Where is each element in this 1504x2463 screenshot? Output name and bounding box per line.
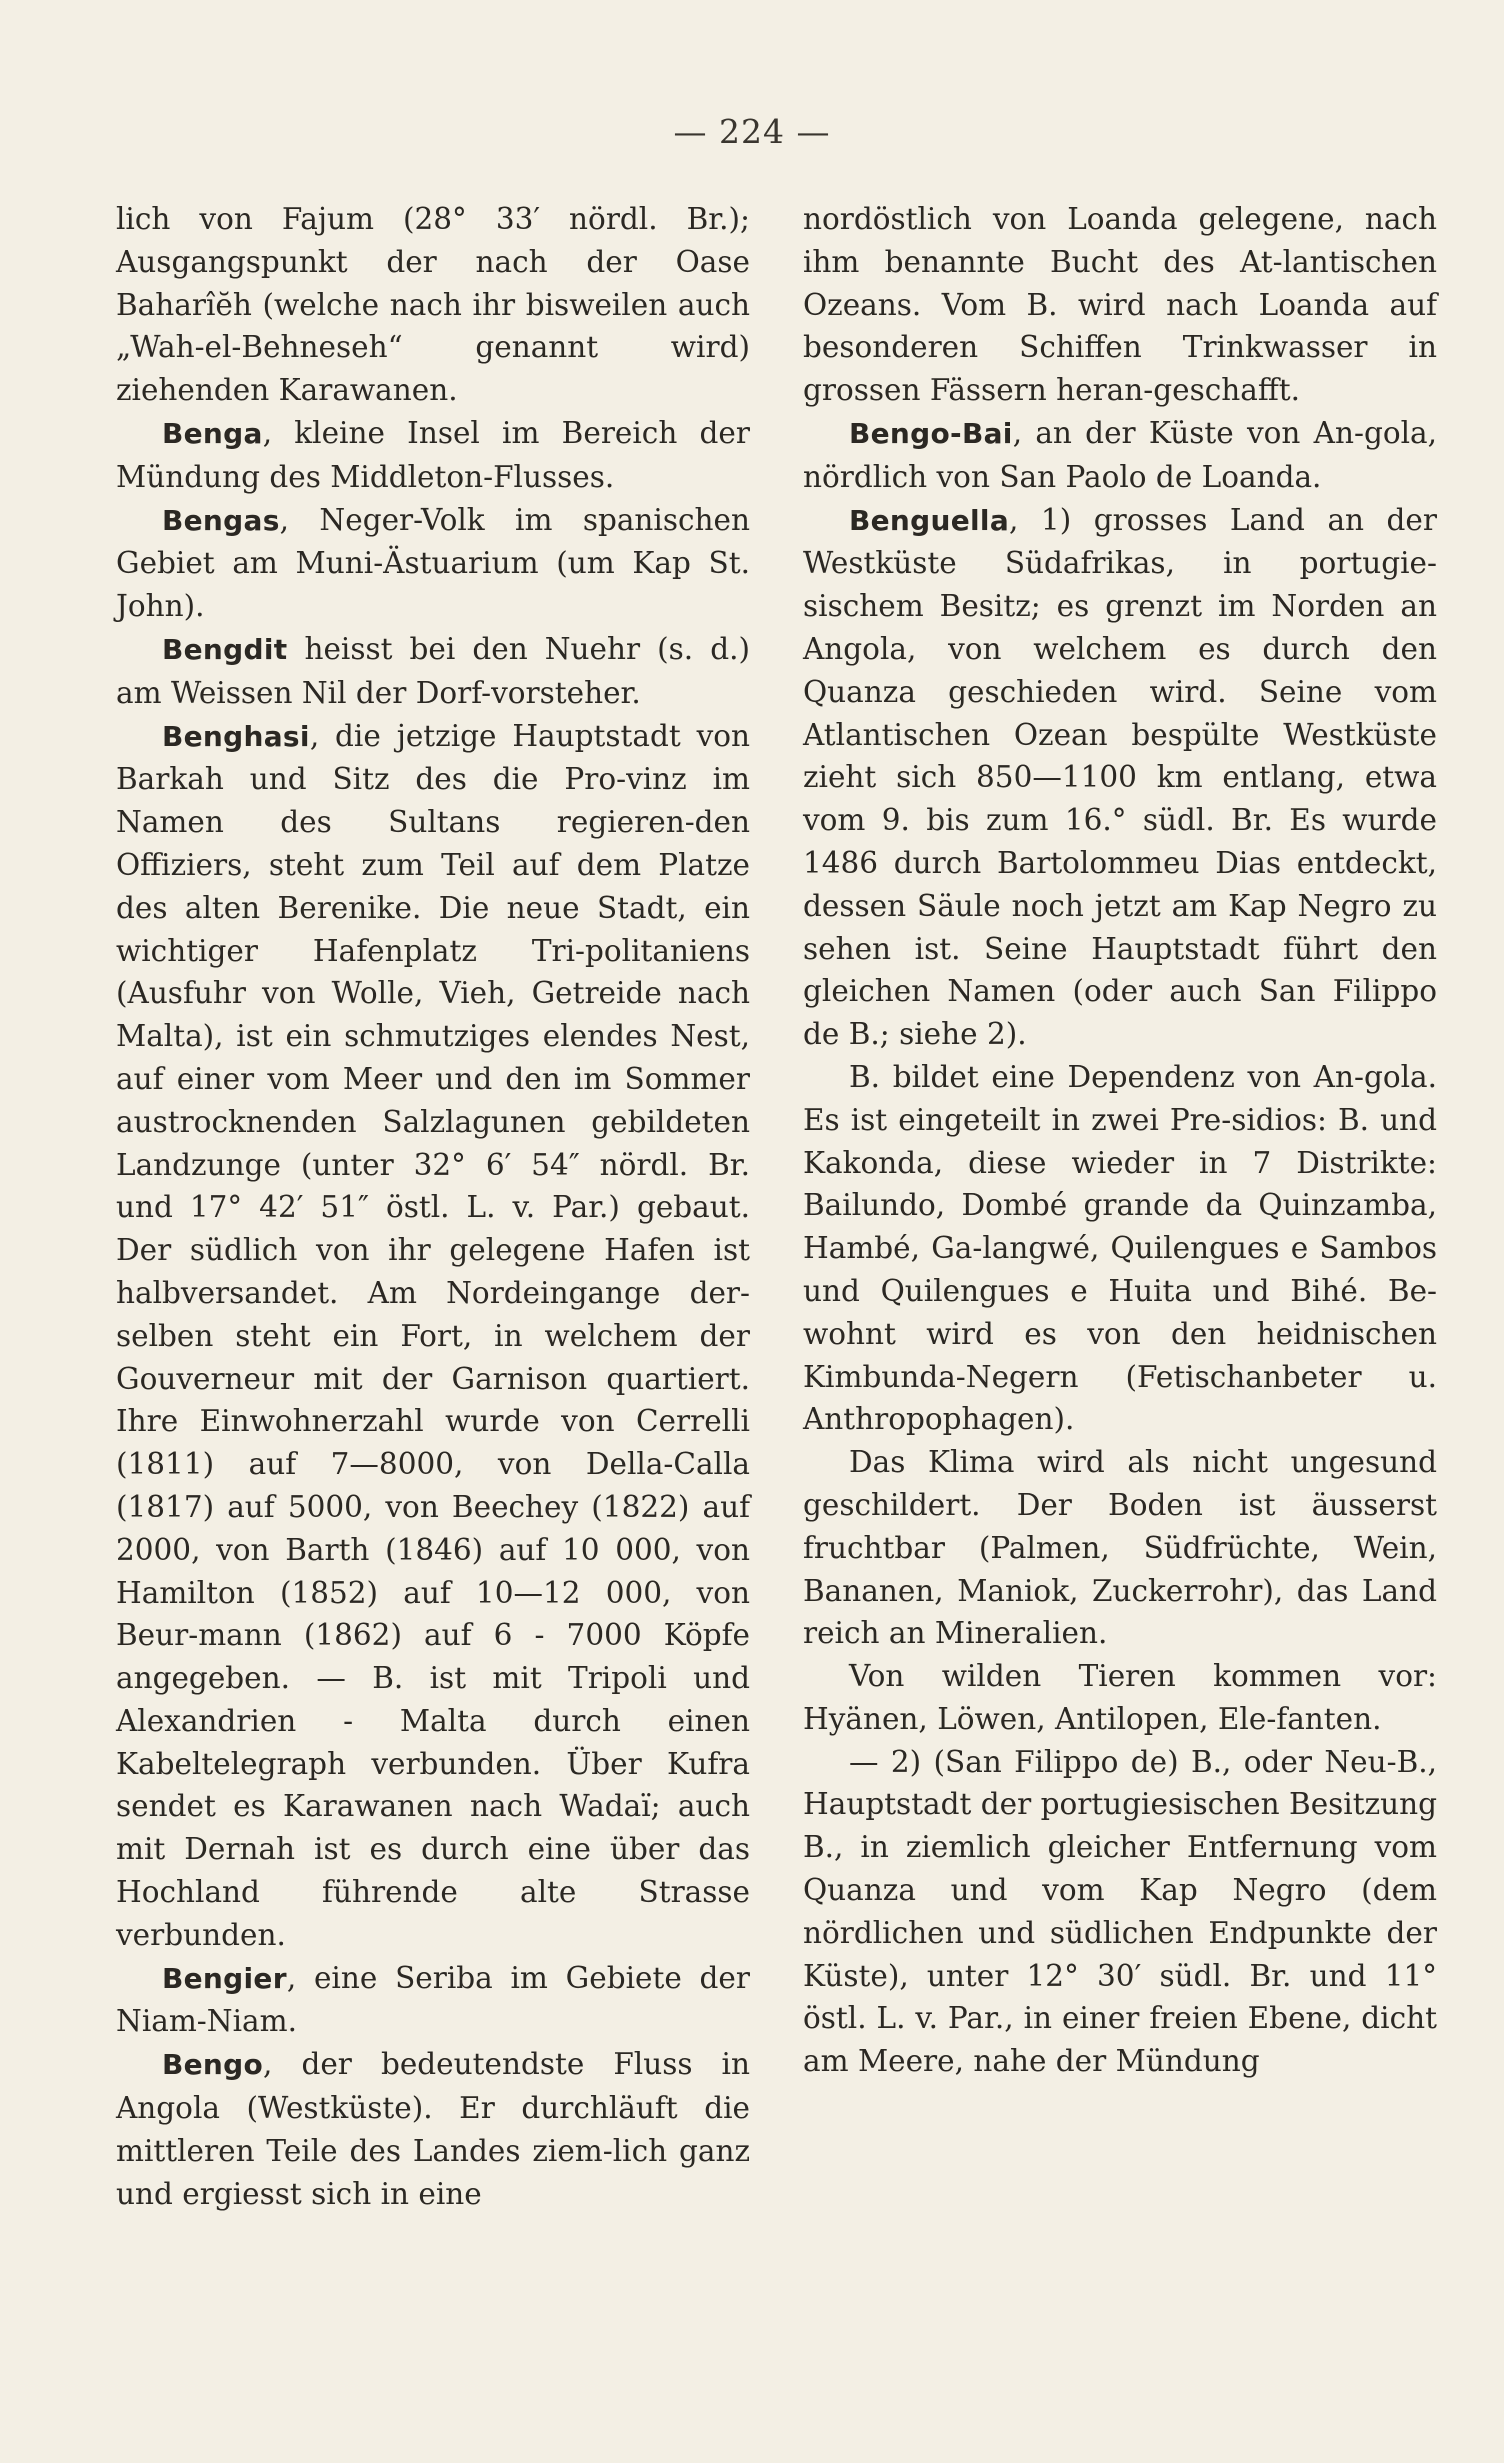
entry-text: Von wilden Tieren kommen vor: Hyänen, Löwen, Antilopen, Ele-fanten. — [803, 1659, 1437, 1736]
entry-keyword: Bengo-Bai — [849, 416, 1013, 450]
entry-paragraph — [116, 499, 750, 628]
entry-paragraph — [803, 1655, 1437, 1741]
entry-text: — 2) (San Filippo de) B., oder Neu-B., Hauptstadt der portugiesischen Besitzung B., in ziemlich gleicher Entfernung vom Quanza und vom Kap Negro (dem nördlichen und südlichen Endpunkte der Küste), unter 12° 30′ südl. Br. und 11° östl. L. v. Par., in einer freien Ebene, dicht am Meere, nahe der Mündung — [803, 1744, 1438, 2079]
entry-text: , eine Seriba im Gebiete der Niam-Niam. — [116, 1960, 750, 2039]
entry-paragraph — [803, 499, 1437, 1056]
entry-paragraph — [116, 1957, 750, 2044]
entry-paragraph — [803, 198, 1437, 412]
entry-keyword: Benguella — [849, 503, 1010, 537]
entry-text: heisst bei den Nuehr (s. d.) am Weissen Nil der Dorf-vorsteher. — [116, 631, 750, 710]
right-column — [803, 198, 1437, 2083]
entry-keyword: Benghasi — [162, 719, 310, 753]
entry-paragraph — [803, 412, 1437, 499]
entry-paragraph — [116, 412, 750, 499]
entry-text: , Neger-Volk im spanischen Gebiet am Muni-Ästuarium (um Kap St. John). — [116, 502, 750, 624]
entry-paragraph — [116, 715, 750, 1957]
entry-text: , der bedeutendste Fluss in Angola (Westküste). Er durchläuft die mittleren Teile des Landes ziem-lich ganz und ergiesst sich in eine — [116, 2047, 750, 2211]
entry-text: Das Klima wird als nicht ungesund geschildert. Der Boden ist äusserst fruchtbar (Palmen, Südfrüchte, Wein, Bananen, Maniok, Zuckerrohr), das Land reich an Mineralien. — [803, 1445, 1437, 1651]
entry-paragraph — [803, 1741, 1437, 2083]
entry-keyword: Benga — [162, 416, 263, 450]
entry-paragraph — [803, 1441, 1437, 1655]
entry-text: , an der Küste von An-gola, nördlich von San Paolo de Loanda. — [803, 415, 1437, 494]
entry-paragraph — [116, 198, 750, 412]
entry-paragraph — [116, 628, 750, 715]
entry-paragraph — [803, 1056, 1437, 1441]
entry-keyword: Bengo — [162, 2048, 264, 2082]
entry-paragraph — [116, 2043, 750, 2215]
entry-keyword: Bengier — [162, 1961, 287, 1995]
entry-text: lich von Fajum (28° 33′ nördl. Br.); Ausgangspunkt der nach der Oase Baharîĕh (welche nach ihr bisweilen auch „Wah-el-Behneseh“ genannt wird) ziehenden Karawanen. — [116, 202, 750, 408]
page-number: — 224 — — [673, 112, 831, 151]
entry-text: , kleine Insel im Bereich der Mündung des Middleton-Flusses. — [116, 415, 750, 494]
entry-text: nordöstlich von Loanda gelegene, nach ihm benannte Bucht des At-lantischen Ozeans. Vom B. wird nach Loanda auf besonderen Schiffen Trinkwasser in grossen Fässern heran-geschafft. — [803, 202, 1437, 408]
entry-keyword: Bengas — [162, 503, 280, 537]
left-column — [116, 198, 750, 2215]
entry-text: , 1) grosses Land an der Westküste Südafrikas, in portugie-sischem Besitz; es grenzt im Norden an Angola, von welchem es durch den Quanza geschieden wird. Seine vom Atlantischen Ozean bespülte Westküste zieht sich 850—1100 km entlang, etwa vom 9. bis zum 16.° südl. Br. Es wurde 1486 durch Bartolommeu Dias entdeckt, dessen Säule noch jetzt am Kap Negro zu sehen ist. Seine Hauptstadt führt den gleichen Namen (oder auch San Filippo de B.; siehe 2). — [803, 502, 1437, 1052]
entry-text: , die jetzige Hauptstadt von Barkah und Sitz des die Pro-vinz im Namen des Sultans regieren-den Offiziers, steht zum Teil auf dem Platze des alten Berenike. Die neue Stadt, ein wichtiger Hafenplatz Tri-politaniens (Ausfuhr von Wolle, Vieh, Getreide nach Malta), ist ein schmutziges elendes Nest, auf einer vom Meer und den im Sommer austrocknenden Salzlagunen gebildeten Landzunge (unter 32° 6′ 54″ nördl. Br. und 17° 42′ 51″ östl. L. v. Par.) gebaut. Der südlich von ihr gelegene Hafen ist halbversandet. Am Nordeingange der-selben steht ein Fort, in welchem der Gouverneur mit der Garnison quartiert. Ihre Einwohnerzahl wurde von Cerrelli (1811) auf 7—8000, von Della-Calla (1817) auf 5000, von Beechey (1822) auf 2000, von Barth (1846) auf 10 000, von Hamilton (1852) auf 10—12 000, von Beur-mann (1862) auf 6 - 7000 Köpfe angegeben. — B. ist mit Tripoli und Alexandrien - Malta durch einen Kabeltelegraph verbunden. Über Kufra sendet es Karawanen nach Wadaï; auch mit Dernah ist es durch eine über das Hochland führende alte Strasse verbunden. — [116, 718, 750, 1952]
entry-text: B. bildet eine Dependenz von An-gola. Es ist eingeteilt in zwei Pre-sidios: B. und Kakonda, diese wieder in 7 Distrikte: Bailundo, Dombé grande da Quinzamba, Hambé, Ga-langwé, Quilengues e Sambos und Quilengues e Huita und Bihé. Be-wohnt wird es von den heidnischen Kimbunda-Negern (Fetischanbeter u. Anthropophagen). — [803, 1059, 1437, 1437]
entry-keyword: Bengdit — [162, 632, 288, 666]
